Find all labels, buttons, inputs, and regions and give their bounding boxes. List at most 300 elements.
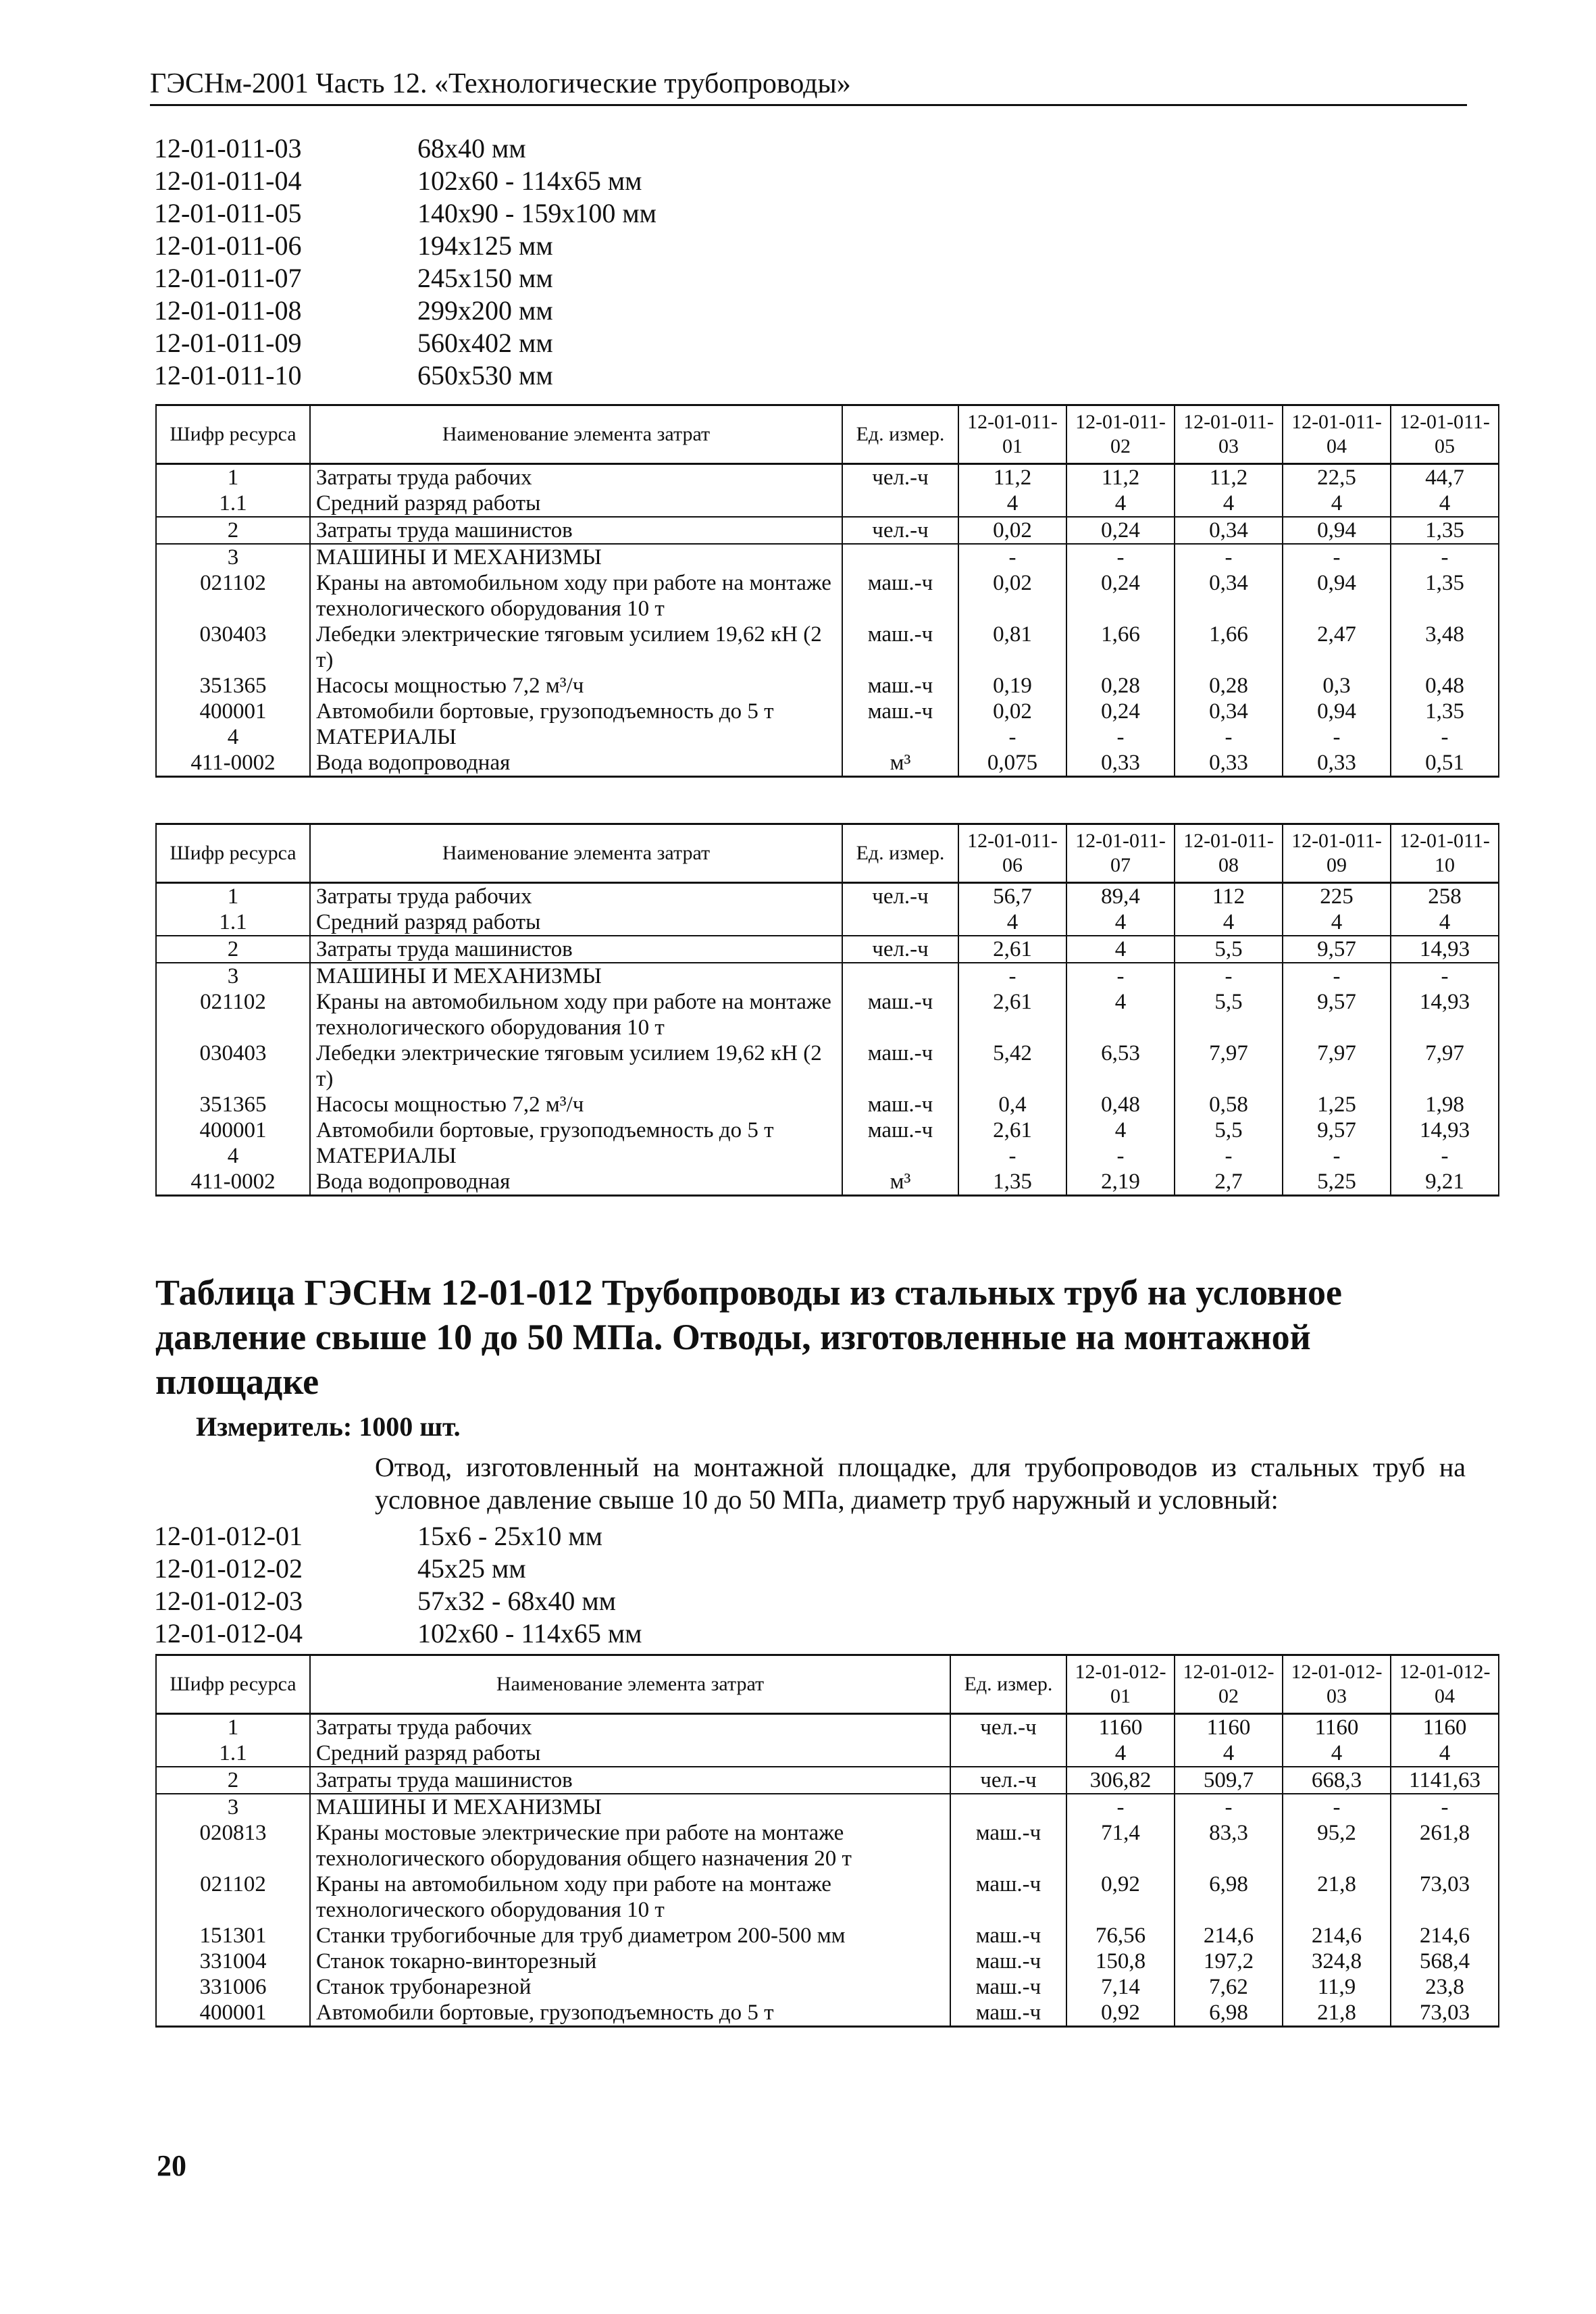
- value-cell: 0,92: [1066, 1871, 1175, 1923]
- value-cell: 0,33: [1066, 750, 1175, 777]
- column-header: 12-01-011-08: [1175, 824, 1283, 883]
- value-cell: -: [1066, 544, 1175, 570]
- value-cell: -: [1283, 963, 1391, 989]
- value-cell: 0,34: [1175, 570, 1283, 622]
- value-cell: 0,58: [1175, 1092, 1283, 1117]
- table-row: [156, 989, 1499, 1040]
- value-cell: 0,3: [1283, 673, 1391, 699]
- value-cell: 73,03: [1391, 2000, 1499, 2027]
- cost-element-name: Вода водопроводная: [310, 750, 842, 777]
- value-cell: 0,51: [1391, 750, 1499, 777]
- unit-cell: маш.-ч: [842, 1040, 958, 1092]
- resource-code: 12-01-012-02: [154, 1553, 303, 1584]
- value-cell: -: [1391, 963, 1499, 989]
- unit-cell: маш.-ч: [950, 1820, 1066, 1871]
- value-cell: 4: [1175, 1740, 1283, 1767]
- value-cell: 0,33: [1175, 750, 1283, 777]
- unit-cell: м³: [842, 1169, 958, 1196]
- table-row: [156, 1040, 1499, 1092]
- value-cell: 1160: [1066, 1714, 1175, 1741]
- cost-element-name: Лебедки электрические тяговым усилием 19,62 кН (2 т): [310, 1040, 842, 1092]
- value-cell: 0,48: [1391, 673, 1499, 699]
- resource-code-cell: 351365: [156, 1092, 310, 1117]
- table-row: [156, 2000, 1499, 2027]
- table-row: [156, 1169, 1499, 1196]
- value-cell: 5,42: [958, 1040, 1066, 1092]
- cost-element-name: Станки трубогибочные для труб диаметром 200-500 мм: [310, 1923, 950, 1948]
- value-cell: 4: [1066, 1117, 1175, 1143]
- table-row: [156, 570, 1499, 622]
- value-cell: 668,3: [1283, 1767, 1391, 1794]
- column-header: Шифр ресурса: [156, 405, 310, 464]
- value-cell: -: [1283, 544, 1391, 570]
- value-cell: 214,6: [1175, 1923, 1283, 1948]
- value-cell: 7,97: [1391, 1040, 1499, 1092]
- resource-code-cell: 021102: [156, 989, 310, 1040]
- cost-element-name: МАТЕРИАЛЫ: [310, 1143, 842, 1169]
- cost-element-name: Станок токарно-винторезный: [310, 1948, 950, 1974]
- cost-element-name: МАШИНЫ И МЕХАНИЗМЫ: [310, 1794, 950, 1820]
- resource-code-cell: 400001: [156, 2000, 310, 2027]
- cost-element-name: МАШИНЫ И МЕХАНИЗМЫ: [310, 963, 842, 989]
- value-cell: 4: [1066, 1740, 1175, 1767]
- value-cell: 0,28: [1066, 673, 1175, 699]
- meter-label: Измеритель:: [196, 1411, 353, 1442]
- value-cell: 1160: [1391, 1714, 1499, 1741]
- value-cell: 11,2: [1066, 464, 1175, 491]
- column-header: 12-01-011-05: [1391, 405, 1499, 464]
- code-row: [154, 132, 657, 165]
- code-list-b: [154, 1520, 642, 1650]
- table-row: [156, 1143, 1499, 1169]
- table-row: [156, 1767, 1499, 1794]
- code-row: [154, 230, 657, 262]
- code-description: 57х32 - 68х40 мм: [417, 1586, 616, 1616]
- resource-code-cell: 411-0002: [156, 750, 310, 777]
- code-row: [154, 165, 657, 197]
- code-row: [154, 1520, 642, 1553]
- value-cell: 11,9: [1283, 1974, 1391, 2000]
- resource-code-cell: 400001: [156, 699, 310, 724]
- unit-cell: [842, 909, 958, 936]
- cost-element-name: Краны на автомобильном ходу при работе на монтаже технологического оборудования 10 т: [310, 989, 842, 1040]
- page-number: 20: [157, 2149, 186, 2182]
- unit-cell: [842, 544, 958, 570]
- cost-element-name: Затраты труда рабочих: [310, 1714, 950, 1741]
- resource-code-cell: 411-0002: [156, 1169, 310, 1196]
- value-cell: 5,5: [1175, 989, 1283, 1040]
- unit-cell: маш.-ч: [842, 673, 958, 699]
- cost-element-name: Затраты труда машинистов: [310, 936, 842, 963]
- cost-element-name: Автомобили бортовые, грузоподъемность до 5 т: [310, 1117, 842, 1143]
- meter-value: 1000 шт.: [359, 1411, 461, 1442]
- resource-code-cell: 1.1: [156, 1740, 310, 1767]
- value-cell: -: [958, 963, 1066, 989]
- code-description: 245х150 мм: [417, 263, 553, 293]
- value-cell: 6,98: [1175, 1871, 1283, 1923]
- value-cell: 4: [1066, 989, 1175, 1040]
- value-cell: 4: [1066, 909, 1175, 936]
- column-header: 12-01-011-07: [1066, 824, 1175, 883]
- value-cell: 83,3: [1175, 1820, 1283, 1871]
- table-row: [156, 883, 1499, 910]
- resource-code-cell: 400001: [156, 1117, 310, 1143]
- value-cell: 76,56: [1066, 1923, 1175, 1948]
- value-cell: 258: [1391, 883, 1499, 910]
- resource-code: 12-01-011-07: [154, 263, 302, 293]
- cost-element-name: Лебедки электрические тяговым усилием 19,62 кН (2 т): [310, 622, 842, 673]
- value-cell: 7,62: [1175, 1974, 1283, 2000]
- unit-cell: маш.-ч: [842, 1117, 958, 1143]
- value-cell: 2,61: [958, 1117, 1066, 1143]
- table-row: [156, 464, 1499, 491]
- unit-cell: чел.-ч: [842, 464, 958, 491]
- resource-code-cell: 3: [156, 963, 310, 989]
- cost-element-name: Затраты труда рабочих: [310, 883, 842, 910]
- value-cell: 0,94: [1283, 517, 1391, 544]
- value-cell: 4: [1066, 936, 1175, 963]
- value-cell: 4: [958, 491, 1066, 517]
- value-cell: 9,57: [1283, 989, 1391, 1040]
- code-row: [154, 1585, 642, 1617]
- column-header: Наименование элемента затрат: [310, 405, 842, 464]
- column-header: 12-01-011-09: [1283, 824, 1391, 883]
- code-row: [154, 327, 657, 359]
- cost-element-name: МАТЕРИАЛЫ: [310, 724, 842, 750]
- column-header: 12-01-012-01: [1066, 1655, 1175, 1714]
- norm-table-3: [155, 1654, 1499, 2028]
- resource-code: 12-01-012-01: [154, 1521, 303, 1551]
- resource-code-cell: 2: [156, 1767, 310, 1794]
- value-cell: 214,6: [1283, 1923, 1391, 1948]
- code-list-a: [154, 132, 657, 392]
- unit-cell: [842, 963, 958, 989]
- table-row: [156, 1092, 1499, 1117]
- value-cell: -: [1283, 1794, 1391, 1820]
- value-cell: 0,075: [958, 750, 1066, 777]
- cost-element-name: МАШИНЫ И МЕХАНИЗМЫ: [310, 544, 842, 570]
- resource-code-cell: 151301: [156, 1923, 310, 1948]
- table-row: [156, 1820, 1499, 1871]
- unit-cell: маш.-ч: [842, 989, 958, 1040]
- value-cell: 1,35: [1391, 517, 1499, 544]
- cost-element-name: Автомобили бортовые, грузоподъемность до 5 т: [310, 699, 842, 724]
- unit-cell: маш.-ч: [842, 570, 958, 622]
- resource-code-cell: 4: [156, 724, 310, 750]
- value-cell: 3,48: [1391, 622, 1499, 673]
- unit-cell: чел.-ч: [842, 517, 958, 544]
- value-cell: -: [1175, 724, 1283, 750]
- resource-code: 12-01-011-05: [154, 198, 302, 228]
- value-cell: 261,8: [1391, 1820, 1499, 1871]
- table-row: [156, 1794, 1499, 1820]
- value-cell: 14,93: [1391, 936, 1499, 963]
- resource-code: 12-01-011-08: [154, 295, 302, 326]
- resource-code-cell: 2: [156, 517, 310, 544]
- column-header: 12-01-011-10: [1391, 824, 1499, 883]
- column-header: 12-01-011-04: [1283, 405, 1391, 464]
- value-cell: 214,6: [1391, 1923, 1499, 1948]
- value-cell: 2,61: [958, 936, 1066, 963]
- value-cell: 0,81: [958, 622, 1066, 673]
- unit-cell: маш.-ч: [842, 622, 958, 673]
- column-header: 12-01-012-04: [1391, 1655, 1499, 1714]
- unit-cell: чел.-ч: [950, 1714, 1066, 1741]
- value-cell: -: [1391, 1794, 1499, 1820]
- norm-table-2: [155, 823, 1499, 1197]
- page-header: ГЭСНм-2001 Часть 12. «Технологические трубопроводы»: [150, 68, 1467, 106]
- value-cell: 5,5: [1175, 936, 1283, 963]
- value-cell: 21,8: [1283, 2000, 1391, 2027]
- table-row: [156, 1923, 1499, 1948]
- value-cell: -: [1175, 1143, 1283, 1169]
- value-cell: 1160: [1283, 1714, 1391, 1741]
- value-cell: -: [1283, 1143, 1391, 1169]
- table-row: [156, 1871, 1499, 1923]
- unit-cell: чел.-ч: [842, 883, 958, 910]
- resource-code: 12-01-012-03: [154, 1586, 303, 1616]
- value-cell: -: [958, 1143, 1066, 1169]
- value-cell: 0,4: [958, 1092, 1066, 1117]
- value-cell: 2,61: [958, 989, 1066, 1040]
- column-header: 12-01-011-03: [1175, 405, 1283, 464]
- value-cell: 0,92: [1066, 2000, 1175, 2027]
- unit-cell: маш.-ч: [842, 1092, 958, 1117]
- value-cell: 150,8: [1066, 1948, 1175, 1974]
- section-label: Таблица ГЭСНм 12-01-012: [155, 1272, 593, 1313]
- code-row: [154, 1553, 642, 1585]
- value-cell: 2,19: [1066, 1169, 1175, 1196]
- code-description: 299х200 мм: [417, 295, 553, 326]
- value-cell: 1,66: [1066, 622, 1175, 673]
- value-cell: 197,2: [1175, 1948, 1283, 1974]
- value-cell: 1,35: [1391, 570, 1499, 622]
- value-cell: 73,03: [1391, 1871, 1499, 1923]
- resource-code: 12-01-012-04: [154, 1618, 303, 1649]
- table-row: [156, 622, 1499, 673]
- value-cell: -: [1175, 544, 1283, 570]
- value-cell: 95,2: [1283, 1820, 1391, 1871]
- table-row: [156, 936, 1499, 963]
- value-cell: 14,93: [1391, 989, 1499, 1040]
- value-cell: 225: [1283, 883, 1391, 910]
- resource-code-cell: 030403: [156, 1040, 310, 1092]
- table-row: [156, 963, 1499, 989]
- table-row: [156, 750, 1499, 777]
- column-header: Шифр ресурса: [156, 1655, 310, 1714]
- cost-element-name: Затраты труда рабочих: [310, 464, 842, 491]
- value-cell: 1,66: [1175, 622, 1283, 673]
- unit-cell: чел.-ч: [950, 1767, 1066, 1794]
- resource-code-cell: 4: [156, 1143, 310, 1169]
- value-cell: -: [958, 544, 1066, 570]
- unit-cell: маш.-ч: [950, 2000, 1066, 2027]
- column-header: 12-01-011-02: [1066, 405, 1175, 464]
- value-cell: 89,4: [1066, 883, 1175, 910]
- value-cell: -: [958, 724, 1066, 750]
- value-cell: 9,57: [1283, 936, 1391, 963]
- resource-code-cell: 021102: [156, 1871, 310, 1923]
- resource-code: 12-01-011-06: [154, 230, 302, 261]
- value-cell: 44,7: [1391, 464, 1499, 491]
- cost-element-name: Краны мостовые электрические при работе на монтаже технологического оборудования общего назначения 20 т: [310, 1820, 950, 1871]
- value-cell: 1,25: [1283, 1092, 1391, 1117]
- value-cell: 0,02: [958, 517, 1066, 544]
- cost-element-name: Насосы мощностью 7,2 м³/ч: [310, 673, 842, 699]
- code-description: 560х402 мм: [417, 328, 553, 358]
- value-cell: 4: [1283, 491, 1391, 517]
- code-row: [154, 1617, 642, 1650]
- unit-cell: [950, 1794, 1066, 1820]
- value-cell: 11,2: [1175, 464, 1283, 491]
- resource-code: 12-01-011-03: [154, 133, 302, 164]
- value-cell: 0,33: [1283, 750, 1391, 777]
- resource-code-cell: 351365: [156, 673, 310, 699]
- table-row: [156, 1117, 1499, 1143]
- resource-code-cell: 331006: [156, 1974, 310, 2000]
- column-header: 12-01-012-02: [1175, 1655, 1283, 1714]
- value-cell: 4: [1175, 491, 1283, 517]
- cost-element-name: Средний разряд работы: [310, 1740, 950, 1767]
- table-row: [156, 909, 1499, 936]
- value-cell: 4: [1175, 909, 1283, 936]
- value-cell: -: [1283, 724, 1391, 750]
- unit-cell: маш.-ч: [950, 1974, 1066, 2000]
- resource-code: 12-01-011-04: [154, 166, 302, 196]
- unit-cell: маш.-ч: [950, 1871, 1066, 1923]
- resource-code: 12-01-011-10: [154, 360, 302, 391]
- unit-cell: маш.-ч: [842, 699, 958, 724]
- code-description: 194х125 мм: [417, 230, 553, 261]
- resource-code-cell: 1.1: [156, 909, 310, 936]
- table-row: [156, 1948, 1499, 1974]
- code-description: 102х60 - 114х65 мм: [417, 166, 642, 196]
- value-cell: 2,7: [1175, 1169, 1283, 1196]
- value-cell: 7,97: [1175, 1040, 1283, 1092]
- value-cell: 1,98: [1391, 1092, 1499, 1117]
- cost-element-name: Средний разряд работы: [310, 491, 842, 517]
- value-cell: 5,5: [1175, 1117, 1283, 1143]
- column-header: Ед. измер.: [842, 824, 958, 883]
- resource-code-cell: 3: [156, 1794, 310, 1820]
- code-description: 140х90 - 159х100 мм: [417, 198, 657, 228]
- value-cell: -: [1175, 963, 1283, 989]
- cost-element-name: Краны на автомобильном ходу при работе на монтаже технологического оборудования 10 т: [310, 1871, 950, 1923]
- value-cell: 23,8: [1391, 1974, 1499, 2000]
- value-cell: -: [1066, 963, 1175, 989]
- value-cell: 1160: [1175, 1714, 1283, 1741]
- value-cell: 4: [958, 909, 1066, 936]
- value-cell: -: [1391, 1143, 1499, 1169]
- section-title: [155, 1270, 1466, 1404]
- table-row: [156, 1714, 1499, 1741]
- unit-cell: м³: [842, 750, 958, 777]
- table-row: [156, 544, 1499, 570]
- cost-element-name: Затраты труда машинистов: [310, 517, 842, 544]
- code-row: [154, 197, 657, 230]
- code-description: 15х6 - 25х10 мм: [417, 1521, 602, 1551]
- value-cell: 1,35: [1391, 699, 1499, 724]
- value-cell: 112: [1175, 883, 1283, 910]
- value-cell: 568,4: [1391, 1948, 1499, 1974]
- value-cell: 7,97: [1283, 1040, 1391, 1092]
- unit-cell: маш.-ч: [950, 1948, 1066, 1974]
- description: Отвод, изготовленный на монтажной площадке, для трубопроводов из стальных труб на условное давление свыше 10 до 50 МПа, диаметр труб наружный и условный:: [375, 1452, 1466, 1515]
- cost-element-name: Автомобили бортовые, грузоподъемность до 5 т: [310, 2000, 950, 2027]
- value-cell: 0,94: [1283, 699, 1391, 724]
- value-cell: 0,34: [1175, 699, 1283, 724]
- code-row: [154, 295, 657, 327]
- value-cell: 22,5: [1283, 464, 1391, 491]
- value-cell: 0,34: [1175, 517, 1283, 544]
- value-cell: 4: [1283, 909, 1391, 936]
- value-cell: 4: [1391, 491, 1499, 517]
- value-cell: 4: [1391, 909, 1499, 936]
- resource-code-cell: 021102: [156, 570, 310, 622]
- value-cell: 306,82: [1066, 1767, 1175, 1794]
- table-row: [156, 724, 1499, 750]
- value-cell: 11,2: [958, 464, 1066, 491]
- table-row: [156, 517, 1499, 544]
- value-cell: 0,28: [1175, 673, 1283, 699]
- code-description: 102х60 - 114х65 мм: [417, 1618, 642, 1649]
- unit-cell: [950, 1740, 1066, 1767]
- resource-code-cell: 1: [156, 464, 310, 491]
- value-cell: 1141,63: [1391, 1767, 1499, 1794]
- value-cell: 0,94: [1283, 570, 1391, 622]
- value-cell: 0,24: [1066, 570, 1175, 622]
- value-cell: 6,53: [1066, 1040, 1175, 1092]
- value-cell: 9,21: [1391, 1169, 1499, 1196]
- value-cell: -: [1391, 724, 1499, 750]
- value-cell: 0,02: [958, 570, 1066, 622]
- value-cell: 0,02: [958, 699, 1066, 724]
- column-header: 12-01-011-01: [958, 405, 1066, 464]
- table-row: [156, 699, 1499, 724]
- resource-code-cell: 1.1: [156, 491, 310, 517]
- meter: [196, 1411, 461, 1442]
- column-header: 12-01-011-06: [958, 824, 1066, 883]
- resource-code-cell: 020813: [156, 1820, 310, 1871]
- value-cell: -: [1175, 1794, 1283, 1820]
- value-cell: -: [1066, 724, 1175, 750]
- value-cell: 1,35: [958, 1169, 1066, 1196]
- unit-cell: [842, 491, 958, 517]
- value-cell: 0,24: [1066, 517, 1175, 544]
- value-cell: -: [1391, 544, 1499, 570]
- table-row: [156, 673, 1499, 699]
- value-cell: 56,7: [958, 883, 1066, 910]
- value-cell: 0,19: [958, 673, 1066, 699]
- resource-code-cell: 331004: [156, 1948, 310, 1974]
- value-cell: 6,98: [1175, 2000, 1283, 2027]
- column-header: Ед. измер.: [950, 1655, 1066, 1714]
- section-title-text: Трубопроводы из стальных труб на условное давление свыше 10 до 50 МПа. Отводы, изготовленные на монтажной площадке: [155, 1272, 1342, 1402]
- value-cell: 5,25: [1283, 1169, 1391, 1196]
- cost-element-name: Станок трубонарезной: [310, 1974, 950, 2000]
- unit-cell: чел.-ч: [842, 936, 958, 963]
- value-cell: 4: [1391, 1740, 1499, 1767]
- code-row: [154, 262, 657, 295]
- unit-cell: [842, 724, 958, 750]
- resource-code-cell: 1: [156, 1714, 310, 1741]
- cost-element-name: Вода водопроводная: [310, 1169, 842, 1196]
- column-header: Ед. измер.: [842, 405, 958, 464]
- value-cell: 4: [1283, 1740, 1391, 1767]
- value-cell: -: [1066, 1794, 1175, 1820]
- resource-code-cell: 1: [156, 883, 310, 910]
- code-description: 45х25 мм: [417, 1553, 526, 1584]
